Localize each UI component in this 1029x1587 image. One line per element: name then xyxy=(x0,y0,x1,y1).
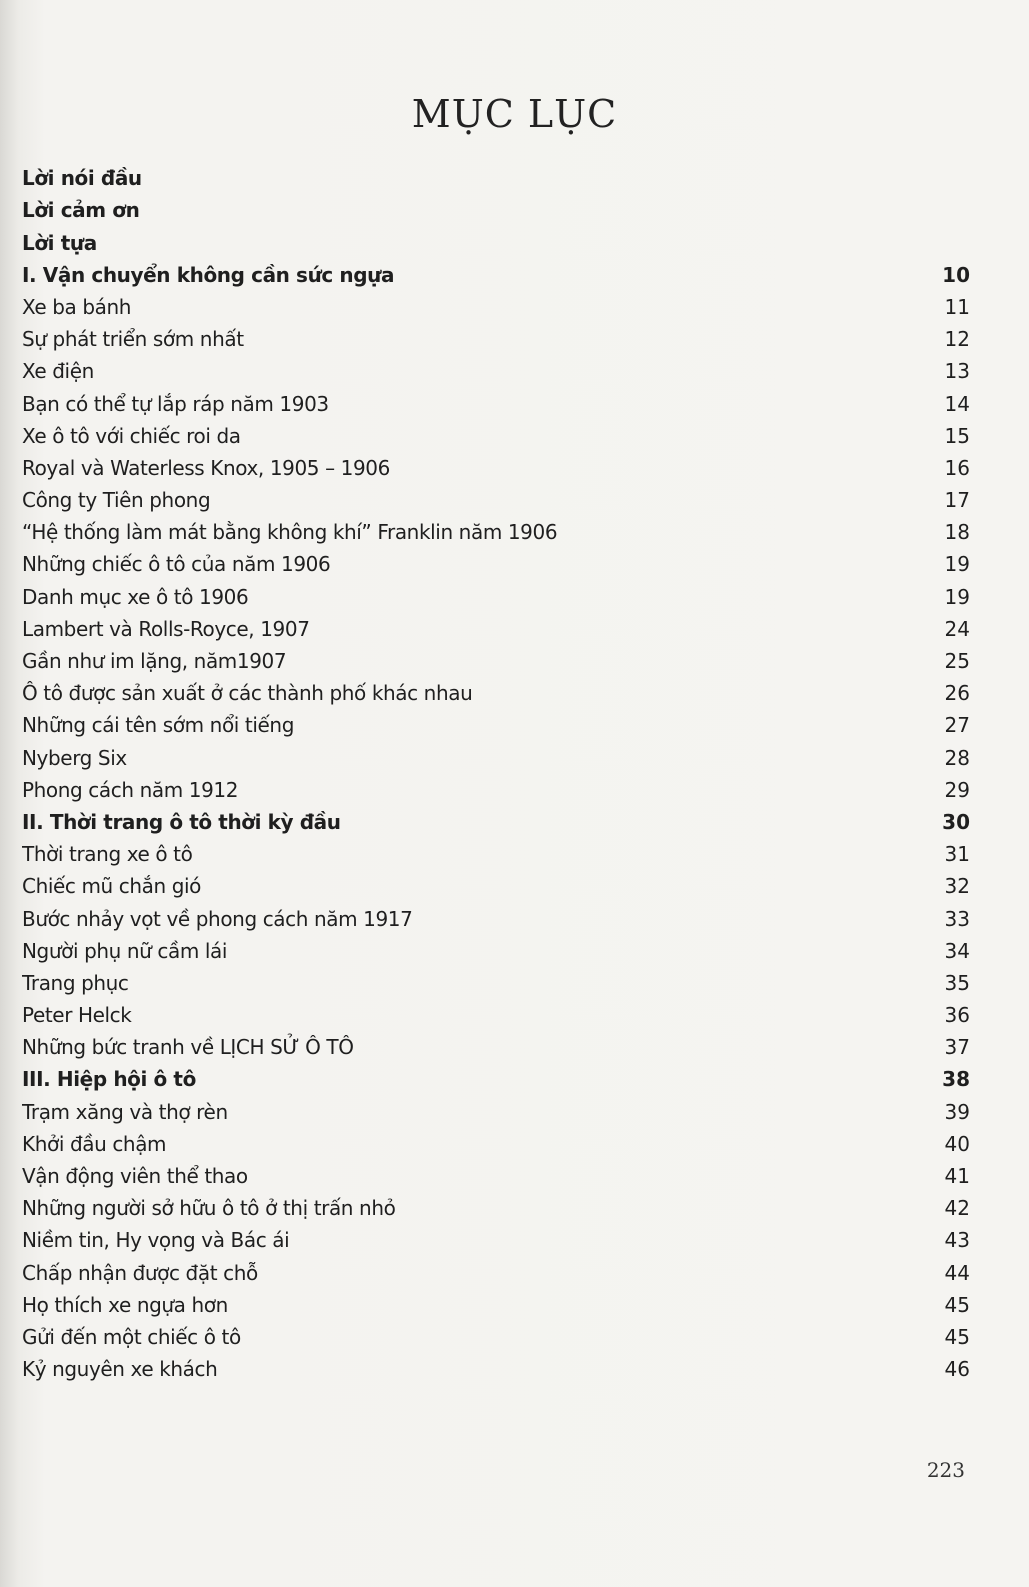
toc-entry-title: Lambert và Rolls-Royce, 1907 xyxy=(22,616,310,641)
toc-entry-page: 19 xyxy=(944,552,970,577)
toc-entry-title: Những chiếc ô tô của năm 1906 xyxy=(22,552,331,577)
toc-entry-page: 42 xyxy=(944,1196,970,1221)
toc-entry-title: Công ty Tiên phong xyxy=(22,488,211,513)
dot-leader xyxy=(252,592,940,606)
toc-entry-title: “Hệ thống làm mát bằng không khí” Franklin năm 1906 xyxy=(22,520,558,545)
toc-entry xyxy=(22,1349,970,1381)
toc-entry-page: 45 xyxy=(944,1292,970,1317)
toc-entry xyxy=(22,770,970,802)
dot-leader xyxy=(476,688,940,702)
toc-entry-page: 36 xyxy=(944,1003,970,1028)
dot-leader xyxy=(245,1332,940,1346)
toc-entry xyxy=(22,834,970,866)
toc-entry xyxy=(22,898,970,930)
toc-entry-title: Phong cách năm 1912 xyxy=(22,777,239,802)
toc-entry-title: Peter Helck xyxy=(22,1003,132,1028)
toc-entry-page: 18 xyxy=(944,520,970,545)
dot-leader xyxy=(146,173,940,187)
toc-entry-title: Kỷ nguyên xe khách xyxy=(22,1357,218,1382)
dot-leader xyxy=(135,302,940,316)
toc-entry-title: Những người sở hữu ô tô ở thị trấn nhỏ xyxy=(22,1196,396,1221)
toc-entry-title: III. Hiệp hội ô tô xyxy=(22,1067,196,1092)
toc-entry-title: Những bức tranh về LỊCH SỬ Ô TÔ xyxy=(22,1035,354,1060)
toc-entry-title: Trạm xăng và thợ rèn xyxy=(22,1099,228,1124)
dot-leader xyxy=(135,1010,940,1024)
toc-entry-page: 17 xyxy=(944,488,970,513)
dot-leader xyxy=(358,1042,940,1056)
dot-leader xyxy=(245,431,940,445)
toc-entry xyxy=(22,802,970,834)
dot-leader xyxy=(398,270,938,284)
toc-entry-title: Xe ô tô với chiếc roi da xyxy=(22,423,241,448)
toc-entry-page: 45 xyxy=(944,1324,970,1349)
toc-entry xyxy=(22,641,970,673)
dot-leader xyxy=(290,656,940,670)
toc-entry-page: 16 xyxy=(944,455,970,480)
toc-entry-title: Vận động viên thể thao xyxy=(22,1164,248,1188)
toc-entry-title: I. Vận chuyển không cần sức ngựa xyxy=(22,262,395,287)
dot-leader xyxy=(200,1074,938,1088)
table-of-contents xyxy=(22,158,970,1381)
toc-entry xyxy=(22,190,970,222)
toc-entry-title: Niềm tin, Hy vọng và Bác ái xyxy=(22,1228,290,1253)
dot-leader xyxy=(561,527,940,541)
toc-entry-title: Người phụ nữ cầm lái xyxy=(22,938,228,963)
toc-entry-page: 37 xyxy=(944,1035,970,1060)
toc-entry-page: 12 xyxy=(944,327,970,352)
toc-entry xyxy=(22,1124,970,1156)
dot-leader xyxy=(333,399,940,413)
toc-entry-title: Nyberg Six xyxy=(22,745,127,770)
toc-entry-title: Chấp nhận được đặt chỗ xyxy=(22,1260,258,1285)
toc-entry xyxy=(22,158,970,190)
toc-entry-title: Họ thích xe ngựa hơn xyxy=(22,1292,228,1317)
toc-entry xyxy=(22,480,970,512)
toc-entry xyxy=(22,1252,970,1284)
dot-leader xyxy=(232,1300,940,1314)
toc-entry-title: Ô tô được sản xuất ở các thành phố khác nhau xyxy=(22,681,473,706)
toc-entry-title: Thời trang xe ô tô xyxy=(22,842,193,867)
toc-entry-page: 33 xyxy=(944,906,970,931)
toc-entry xyxy=(22,737,970,769)
toc-entry-title: Lời tựa xyxy=(22,230,97,255)
toc-entry xyxy=(22,1317,970,1349)
toc-entry-title: Danh mục xe ô tô 1906 xyxy=(22,584,249,609)
page-number: 223 xyxy=(926,1458,965,1482)
toc-entry-title: Những cái tên sớm nổi tiếng xyxy=(22,713,294,738)
dot-leader xyxy=(334,559,940,573)
dot-leader xyxy=(133,978,940,992)
toc-entry-page: 38 xyxy=(942,1067,970,1092)
toc-entry-title: Bước nhảy vọt về phong cách năm 1917 xyxy=(22,906,413,931)
toc-entry xyxy=(22,1059,970,1091)
toc-entry xyxy=(22,222,970,254)
toc-entry-page: 15 xyxy=(944,423,970,448)
toc-entry-page: 28 xyxy=(944,745,970,770)
dot-leader xyxy=(196,849,940,863)
toc-entry xyxy=(22,931,970,963)
toc-entry xyxy=(22,544,970,576)
toc-entry-page: 14 xyxy=(944,391,970,416)
toc-entry-title: Xe ba bánh xyxy=(22,294,132,319)
toc-entry xyxy=(22,705,970,737)
toc-entry xyxy=(22,319,970,351)
toc-entry xyxy=(22,1091,970,1123)
toc-entry xyxy=(22,963,970,995)
toc-entry-page: 10 xyxy=(942,262,970,287)
dot-leader xyxy=(298,720,940,734)
toc-entry-page: 44 xyxy=(944,1260,970,1285)
dot-leader xyxy=(231,946,940,960)
toc-entry-page: 29 xyxy=(944,777,970,802)
dot-leader xyxy=(399,1203,940,1217)
toc-entry-page: 46 xyxy=(944,1357,970,1382)
toc-entry xyxy=(22,576,970,608)
dot-leader xyxy=(293,1235,940,1249)
page-title: MỤC LỤC xyxy=(411,92,618,136)
toc-entry-page: 25 xyxy=(944,649,970,673)
toc-entry xyxy=(22,416,970,448)
toc-entry-title: Trang phục xyxy=(22,970,129,995)
toc-entry xyxy=(22,1220,970,1252)
toc-entry-page: 34 xyxy=(944,938,970,963)
toc-entry xyxy=(22,1188,970,1220)
toc-entry-page: 30 xyxy=(942,809,970,834)
dot-leader xyxy=(131,753,940,767)
toc-entry-title: Sự phát triển sớm nhất xyxy=(22,327,244,352)
dot-leader xyxy=(314,624,940,638)
toc-entry-page: 35 xyxy=(944,970,970,995)
toc-entry-page: 19 xyxy=(944,584,970,609)
dot-leader xyxy=(262,1268,940,1282)
toc-entry xyxy=(22,512,970,544)
toc-entry xyxy=(22,351,970,383)
dot-leader xyxy=(252,1171,940,1185)
toc-entry-page: 43 xyxy=(944,1228,970,1253)
toc-entry xyxy=(22,448,970,480)
dot-leader xyxy=(170,1139,940,1153)
toc-entry-title: Bạn có thể tự lắp ráp năm 1903 xyxy=(22,391,329,416)
toc-entry-page: 40 xyxy=(944,1131,970,1156)
toc-entry xyxy=(22,1285,970,1317)
toc-entry-title: Chiếc mũ chắn gió xyxy=(22,874,202,899)
toc-entry-title: Gần như im lặng, năm1907 xyxy=(22,649,287,673)
dot-leader xyxy=(214,495,940,509)
dot-leader xyxy=(98,366,940,380)
toc-entry xyxy=(22,673,970,705)
dot-leader xyxy=(101,238,940,252)
dot-leader xyxy=(248,334,940,348)
toc-entry-title: II. Thời trang ô tô thời kỳ đầu xyxy=(22,809,341,834)
toc-entry-title: Xe điện xyxy=(22,359,94,384)
toc-entry-title: Khởi đầu chậm xyxy=(22,1131,167,1156)
toc-entry-page: 11 xyxy=(944,294,970,319)
toc-entry-page: 39 xyxy=(944,1099,970,1124)
dot-leader xyxy=(394,463,940,477)
toc-entry-page: 27 xyxy=(944,713,970,738)
toc-entry-title: Lời cảm ơn xyxy=(22,198,140,223)
toc-entry-page: 41 xyxy=(944,1164,970,1188)
dot-leader xyxy=(221,1364,940,1378)
dot-leader xyxy=(143,205,940,219)
toc-entry xyxy=(22,1156,970,1188)
toc-entry-page: 24 xyxy=(944,616,970,641)
toc-entry xyxy=(22,255,970,287)
dot-leader xyxy=(242,785,940,799)
toc-entry xyxy=(22,287,970,319)
toc-entry-page: 31 xyxy=(944,842,970,867)
toc-entry xyxy=(22,383,970,415)
dot-leader xyxy=(232,1107,940,1121)
dot-leader xyxy=(345,817,939,831)
dot-leader xyxy=(205,881,940,895)
dot-leader xyxy=(416,914,940,928)
toc-entry xyxy=(22,866,970,898)
toc-entry-title: Gửi đến một chiếc ô tô xyxy=(22,1324,241,1349)
toc-entry-page: 32 xyxy=(944,874,970,899)
toc-entry-title: Royal và Waterless Knox, 1905 – 1906 xyxy=(22,455,390,480)
toc-entry xyxy=(22,609,970,641)
toc-entry-page: 26 xyxy=(944,681,970,706)
toc-entry xyxy=(22,1027,970,1059)
toc-entry-title: Lời nói đầu xyxy=(22,166,142,191)
toc-entry-page: 13 xyxy=(944,359,970,384)
toc-entry xyxy=(22,995,970,1027)
